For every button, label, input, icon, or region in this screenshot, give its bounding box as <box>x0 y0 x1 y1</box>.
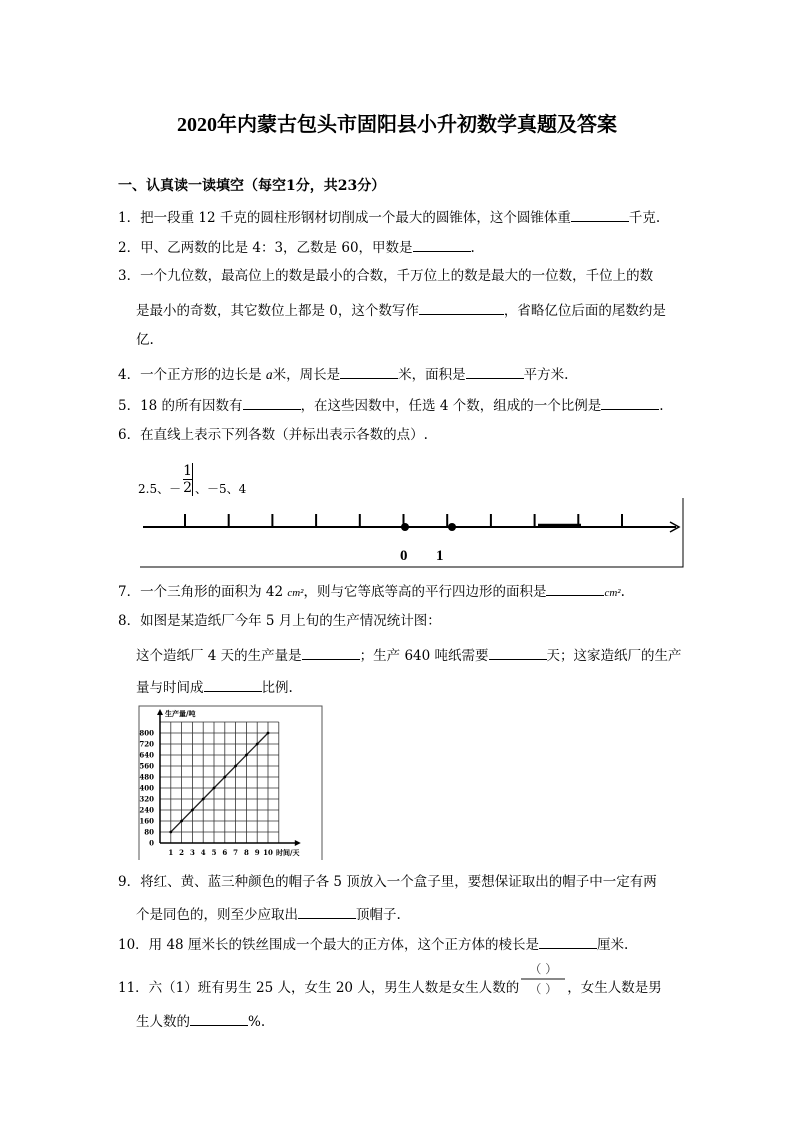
answer-blank[interactable] <box>419 300 504 315</box>
question-1 <box>118 207 660 227</box>
question-8-line3 <box>136 677 293 697</box>
answer-blank[interactable] <box>539 934 597 949</box>
x-tick-label: 8 <box>243 848 249 857</box>
q1-text: 1．把一段重 12 千克的圆柱形钢材切削成一个最大的圆锥体，这个圆锥体重 <box>118 210 571 226</box>
question-9-line1: 9．将红、黄、蓝三种颜色的帽子各 5 顶放入一个盒子里，要想保证取出的帽子中一定有两 <box>118 874 657 890</box>
denominator-blank[interactable]: （ ） <box>529 981 558 996</box>
q4-variable: a <box>265 367 273 382</box>
data-point <box>256 743 259 746</box>
q2-text-end: . <box>470 240 475 256</box>
numbers-text: 2.5、－ <box>138 482 182 496</box>
y-tick-label: 0 <box>149 838 154 848</box>
x-tick-label: 6 <box>222 848 228 857</box>
answer-blank[interactable] <box>601 395 659 410</box>
y-tick-label: 240 <box>139 805 154 815</box>
label-zero: 0 <box>400 548 408 564</box>
question-2 <box>118 237 475 257</box>
q5-text: 5．18 的所有因数有 <box>118 398 243 414</box>
data-point <box>169 831 172 834</box>
question-9-line2 <box>136 904 401 924</box>
question-4 <box>118 364 568 384</box>
production-chart <box>138 705 324 862</box>
question-11-line2 <box>136 1011 265 1031</box>
unit: cm² <box>604 587 621 599</box>
question-6: 6．在直线上表示下列各数（并标出表示各数的点）. <box>118 427 428 443</box>
y-tick-label: 480 <box>139 772 154 782</box>
q4-text-c: 米，面积是 <box>398 367 466 383</box>
q3-text: 是最小的奇数，其它数位上都是 0，这个数写作 <box>136 303 419 319</box>
data-point <box>223 776 226 779</box>
number-line <box>138 496 686 570</box>
x-tick-label: 5 <box>211 848 217 857</box>
label-one: 1 <box>436 548 444 564</box>
x-tick-label: 1 <box>168 848 174 857</box>
answer-blank[interactable] <box>340 364 398 379</box>
q8-text-e: 比例. <box>261 680 293 696</box>
q9-text: 个是同色的，则至少应取出 <box>136 907 298 923</box>
y-tick-label: 400 <box>139 783 154 793</box>
q8-text-b: ；生产 640 吨纸需要 <box>359 648 489 664</box>
data-point <box>191 809 194 812</box>
q4-text: 4．一个正方形的边长是 <box>118 367 266 383</box>
q4-text-d: 平方米. <box>523 367 569 383</box>
question-10 <box>118 934 628 954</box>
q4-text-b: 米，周长是 <box>272 367 341 383</box>
answer-blank[interactable] <box>302 645 360 660</box>
y-tick-label: 160 <box>139 816 154 826</box>
answer-blank[interactable] <box>546 581 604 596</box>
q10-text-b: 厘米. <box>596 937 629 953</box>
question-8-line2 <box>136 645 682 665</box>
answer-blank[interactable] <box>413 237 471 252</box>
x-tick-label: 3 <box>189 848 195 857</box>
data-point <box>213 787 216 790</box>
x-tick-label: 10 <box>263 848 273 857</box>
y-tick-label: 640 <box>139 750 154 760</box>
q11-text-c: 生人数的 <box>136 1014 190 1030</box>
answer-blank[interactable] <box>571 207 629 222</box>
q8-text-c: 天；这家造纸厂的生产 <box>546 648 682 664</box>
question-3-line3: 亿. <box>136 332 154 348</box>
x-tick-label: 7 <box>233 848 239 857</box>
q8-text-d: 量与时间成 <box>136 680 204 696</box>
q9-text-b: 顶帽子. <box>356 907 401 923</box>
question-8-line1: 8．如图是某造纸厂今年 5 月上旬的生产情况统计图： <box>118 613 441 629</box>
y-tick-label: 320 <box>139 794 154 804</box>
answer-blank[interactable] <box>466 364 524 379</box>
question-5 <box>118 395 664 415</box>
q11-text-d: %. <box>248 1014 266 1030</box>
q8-text: 这个造纸厂 4 天的生产量是 <box>136 648 302 664</box>
data-point <box>202 798 205 801</box>
data-point <box>245 754 248 757</box>
x-tick-label: 4 <box>200 848 206 857</box>
answer-blank[interactable] <box>489 645 547 660</box>
fraction <box>183 463 193 496</box>
fraction-blank[interactable] <box>519 961 567 998</box>
y-arrow-icon <box>157 709 163 715</box>
q7-text: 7．一个三角形的面积为 42 <box>118 584 288 600</box>
point-zero <box>401 523 409 531</box>
y-axis-label: 生产量/吨 <box>165 709 196 718</box>
chart-border <box>139 706 322 860</box>
y-tick-label: 560 <box>139 761 154 771</box>
data-point <box>267 732 270 735</box>
x-axis-label: 时间/天 <box>276 848 300 857</box>
y-tick-label: 720 <box>139 739 154 749</box>
numbers-text-end: 、－5、4 <box>195 482 247 496</box>
numerator-blank[interactable]: （ ） <box>529 961 558 976</box>
q11-text-b: ，女生人数是男 <box>567 980 662 996</box>
series-line <box>171 733 268 832</box>
fraction-denominator: 2 <box>183 480 193 496</box>
answer-blank[interactable] <box>243 395 301 410</box>
q5-text-b: ，在这些因数中，任选 4 个数，组成的一个比例是 <box>300 398 602 414</box>
data-point <box>234 765 237 768</box>
y-tick-label: 800 <box>139 728 154 738</box>
question-3-line2 <box>136 300 666 320</box>
question-3-line1: 3．一个九位数，最高位上的数是最小的合数，千万位上的数是最大的一位数，千位上的数 <box>118 268 654 284</box>
answer-blank[interactable] <box>190 1011 248 1026</box>
point-one <box>448 523 456 531</box>
q11-text: 11．六（1）班有男生 25 人，女生 20 人，男生人数是女生人数的 <box>118 980 520 996</box>
x-tick-label: 9 <box>254 848 260 857</box>
y-tick-label: 80 <box>144 827 154 837</box>
data-point <box>180 820 183 823</box>
unit: cm² <box>287 587 304 599</box>
q2-text: 2．甲、乙两数的比是 4：3，乙数是 60，甲数是 <box>118 240 413 256</box>
page-title: 2020年内蒙古包头市固阳县小升初数学真题及答案 <box>177 114 617 136</box>
q3-text-mid: ，省略亿位后面的尾数约是 <box>503 303 666 319</box>
section-heading: 一、认真读一读填空（每空1分，共23分） <box>118 178 386 194</box>
x-arrow-icon <box>295 840 301 846</box>
q10-text: 10．用 48 厘米长的铁丝围成一个最大的正方体，这个正方体的棱长是 <box>118 937 539 953</box>
question-11-line1 <box>118 961 662 998</box>
answer-blank[interactable] <box>204 677 262 692</box>
q5-text-c: . <box>659 398 664 414</box>
answer-blank[interactable] <box>298 904 356 919</box>
question-7: 7．一个三角形的面积为 42 cm²，则与它等底等高的平行四边形的面积是 cm². <box>118 581 625 602</box>
q7-text-b: ，则与它等底等高的平行四边形的面积是 <box>303 584 547 600</box>
fraction-numerator: 1 <box>183 463 193 479</box>
figure-border <box>140 498 683 567</box>
x-tick-label: 2 <box>179 848 185 857</box>
q1-text-end: 千克. <box>628 210 661 226</box>
